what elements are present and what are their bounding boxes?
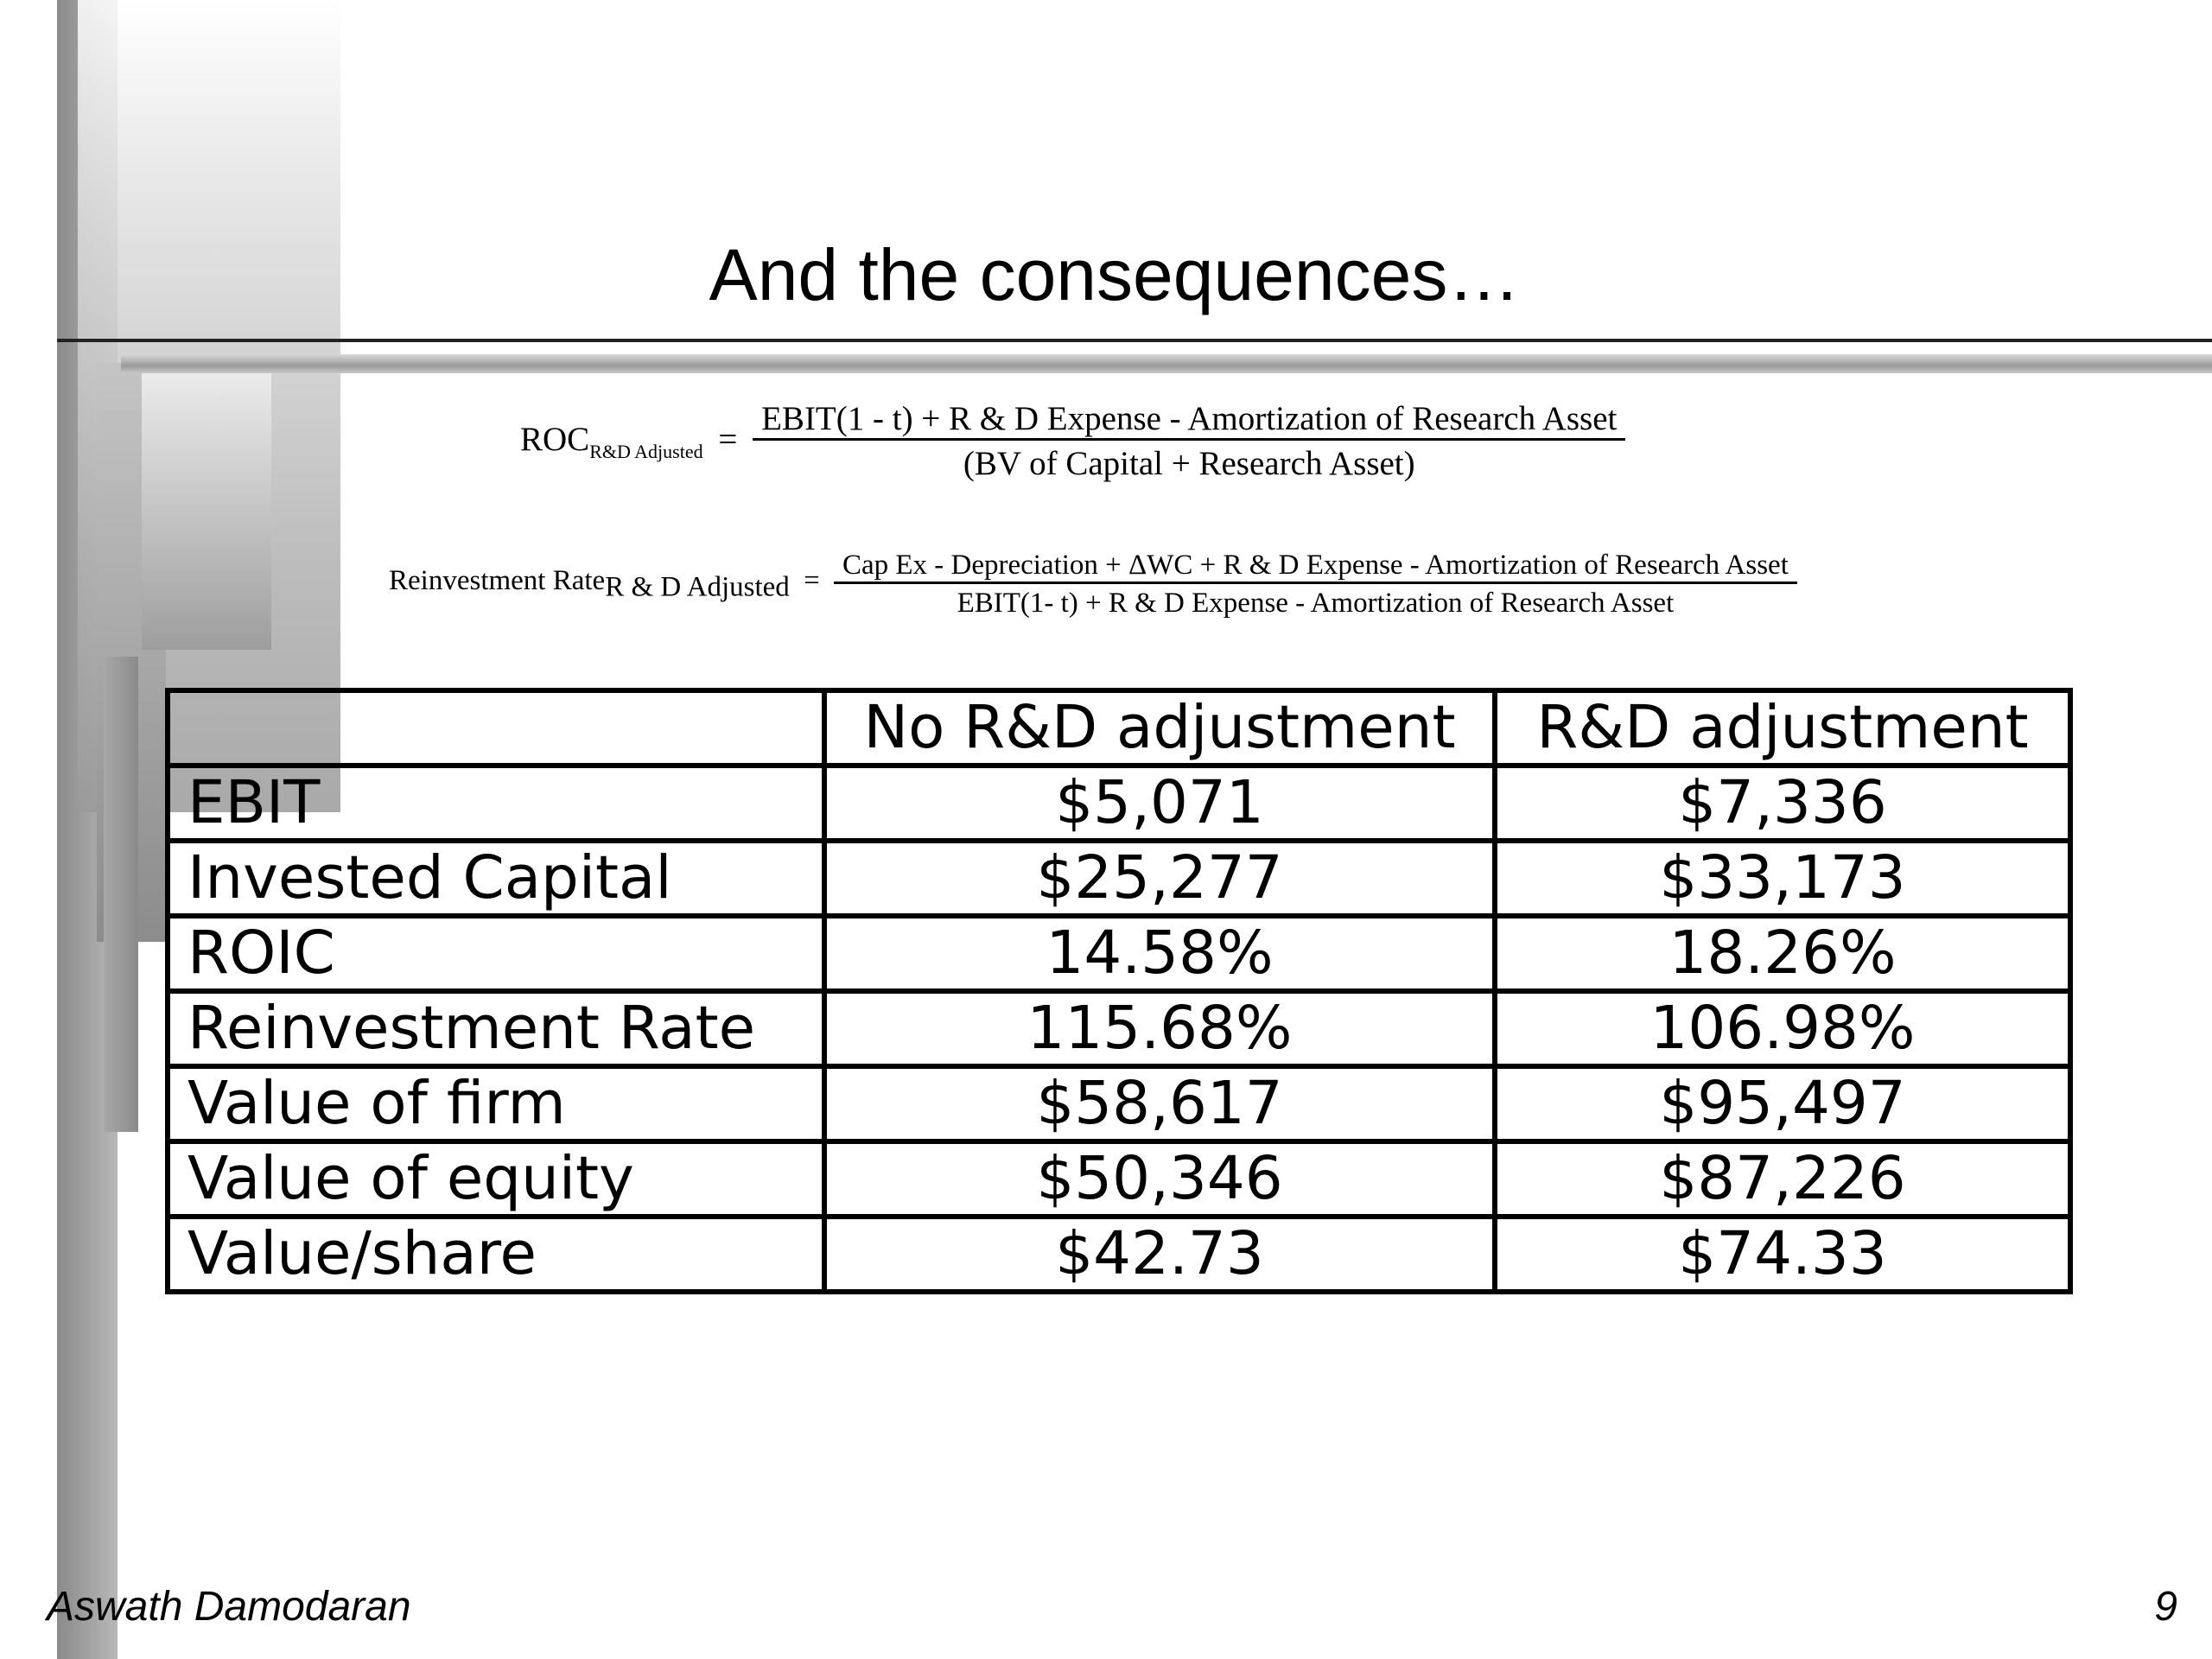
- table-header-row: [168, 690, 2070, 766]
- row-label: Invested Capital: [168, 841, 824, 916]
- cell-adjustment: $95,497: [1495, 1066, 2070, 1141]
- row-label: ROIC: [168, 916, 824, 991]
- row-label: Reinvestment Rate: [168, 991, 824, 1066]
- roc-equals: =: [718, 420, 738, 458]
- row-label: Value of equity: [168, 1141, 824, 1217]
- table-row: [168, 1217, 2070, 1292]
- roc-formula-lhs: [520, 420, 753, 462]
- cell-no-adjustment: $25,277: [824, 841, 1495, 916]
- reinvestment-denominator: EBIT(1- t) + R & D Expense - Amortization of Research Asset: [834, 582, 1797, 620]
- table-header-cell: No R&D adjustment: [824, 690, 1495, 766]
- row-label: Value of firm: [168, 1066, 824, 1141]
- cell-no-adjustment: 14.58%: [824, 916, 1495, 991]
- roc-numerator: EBIT(1 - t) + R & D Expense - Amortization of Research Asset: [761, 400, 1618, 437]
- reinvestment-fraction: [834, 550, 1797, 620]
- table-row: [168, 916, 2070, 991]
- table-row: [168, 991, 2070, 1066]
- comparison-table: [165, 688, 2073, 1294]
- reinvestment-formula: [389, 550, 1797, 620]
- reinvestment-equals: =: [804, 565, 820, 597]
- decorative-block-inner: [142, 373, 271, 650]
- cell-no-adjustment: $5,071: [824, 766, 1495, 841]
- table-header-cell: [168, 690, 824, 766]
- roc-fraction: [753, 399, 1625, 483]
- roc-lhs-subscript: R&D Adjusted: [589, 440, 703, 462]
- page-number: 9: [2154, 1584, 2177, 1630]
- row-label: EBIT: [168, 766, 824, 841]
- table-header-cell: R&D adjustment: [1495, 690, 2070, 766]
- title-divider: [57, 339, 2212, 342]
- cell-no-adjustment: $50,346: [824, 1141, 1495, 1217]
- roc-formula: [520, 399, 1625, 483]
- table-row: [168, 1141, 2070, 1217]
- title-divider-shadow: [121, 354, 2212, 373]
- table-row: [168, 841, 2070, 916]
- cell-no-adjustment: $42.73: [824, 1217, 1495, 1292]
- cell-adjustment: $7,336: [1495, 766, 2070, 841]
- cell-adjustment: 106.98%: [1495, 991, 2070, 1066]
- roc-lhs-text: ROC: [520, 420, 590, 458]
- reinvestment-lhs-text: Reinvestment Rate: [389, 565, 606, 597]
- row-label: Value/share: [168, 1217, 824, 1292]
- table-row: [168, 1066, 2070, 1141]
- footer-author: Aswath Damodaran: [47, 1584, 411, 1630]
- roc-denominator: (BV of Capital + Research Asset): [753, 438, 1625, 483]
- cell-adjustment: $87,226: [1495, 1141, 2070, 1217]
- decorative-block-low: [104, 657, 138, 1132]
- reinvestment-lhs-subscript: R & D Adjusted: [605, 571, 790, 603]
- reinvestment-numerator: Cap Ex - Depreciation + ΔWC + R & D Expense - Amortization of Research Asset: [842, 550, 1789, 581]
- table-row: [168, 766, 2070, 841]
- cell-no-adjustment: 115.68%: [824, 991, 1495, 1066]
- reinvestment-formula-lhs: [389, 565, 834, 603]
- slide-title: And the consequences…: [709, 234, 1521, 315]
- cell-adjustment: $74.33: [1495, 1217, 2070, 1292]
- cell-no-adjustment: $58,617: [824, 1066, 1495, 1141]
- cell-adjustment: $33,173: [1495, 841, 2070, 916]
- cell-adjustment: 18.26%: [1495, 916, 2070, 991]
